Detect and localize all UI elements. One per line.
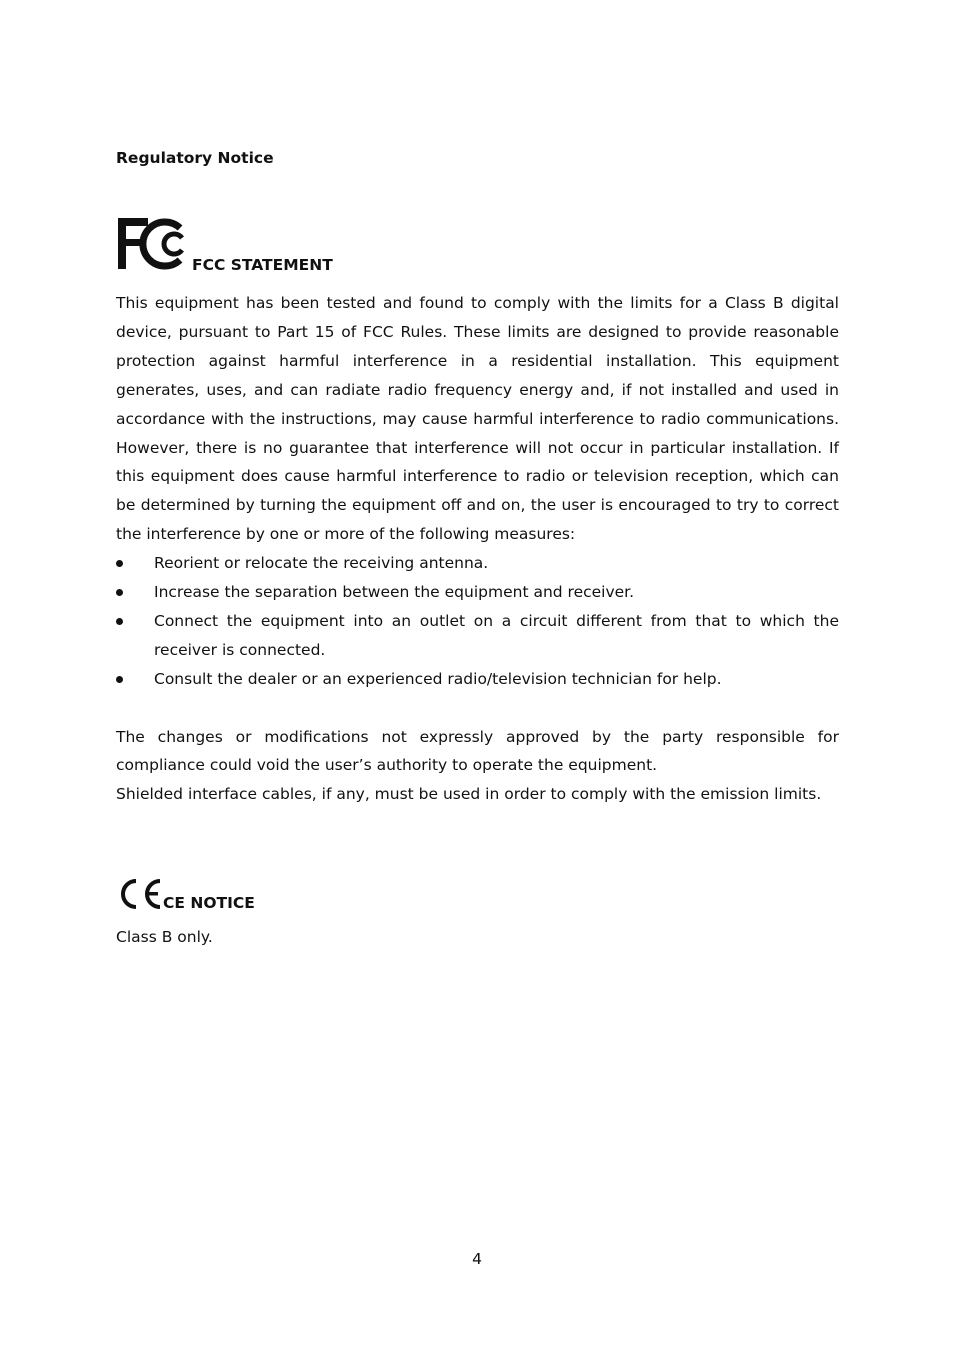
measures-list	[116, 549, 839, 694]
ce-notice-text: Class B only.	[116, 928, 213, 946]
measure-text: Increase the separation between the equipment and receiver.	[154, 583, 635, 602]
bullet-icon	[116, 589, 123, 596]
list-item	[116, 665, 839, 694]
bullet-icon	[116, 676, 123, 683]
cables-note: Shielded interface cables, if any, must be used in order to comply with the emission limits.	[116, 785, 822, 804]
spacer	[116, 694, 839, 723]
list-item	[116, 549, 839, 578]
fcc-paragraph: This equipment has been tested and found to comply with the limits for a Class B digital device, pursuant to Part 15 of FCC Rules. These limits are designed to provide reasonable protection against harmful interference in a residential installation. This equipment generates, uses, and can radiate radio frequency energy and, if not installed and used in accordance with the instructions, may cause harmful interference to radio communications. However, there is no guarantee that interference will not occur in particular installation. If this equipment does cause harmful interference to radio or television reception, which can be determined by turning the equipment off and on, the user is encouraged to try to correct the interference by one or more of the following measures:	[116, 294, 839, 544]
fcc-section-heading	[116, 216, 839, 276]
fcc-logo-icon	[116, 216, 192, 272]
fcc-statement-heading: FCC STATEMENT	[192, 256, 333, 274]
changes-note: The changes or modifications not expressly approved by the party responsible for compliance could void the user’s authority to operate the equipment.	[116, 727, 839, 775]
bullet-icon	[116, 560, 123, 567]
measure-text: Reorient or relocate the receiving antenna.	[154, 554, 489, 573]
measure-text: Consult the dealer or an experienced radio/television technician for help.	[154, 669, 722, 688]
ce-notice-heading: CE NOTICE	[163, 894, 255, 912]
measure-text: Connect the equipment into an outlet on a circuit different from that to which the receiver is connected.	[154, 611, 839, 659]
page-title: Regulatory Notice	[116, 149, 274, 167]
bullet-icon	[116, 618, 123, 625]
fcc-statement-body	[116, 289, 839, 809]
ce-mark-icon	[118, 877, 164, 911]
ce-section-heading	[116, 873, 839, 917]
page-number: 4	[472, 1250, 482, 1268]
list-item	[116, 578, 839, 607]
list-item	[116, 607, 839, 665]
